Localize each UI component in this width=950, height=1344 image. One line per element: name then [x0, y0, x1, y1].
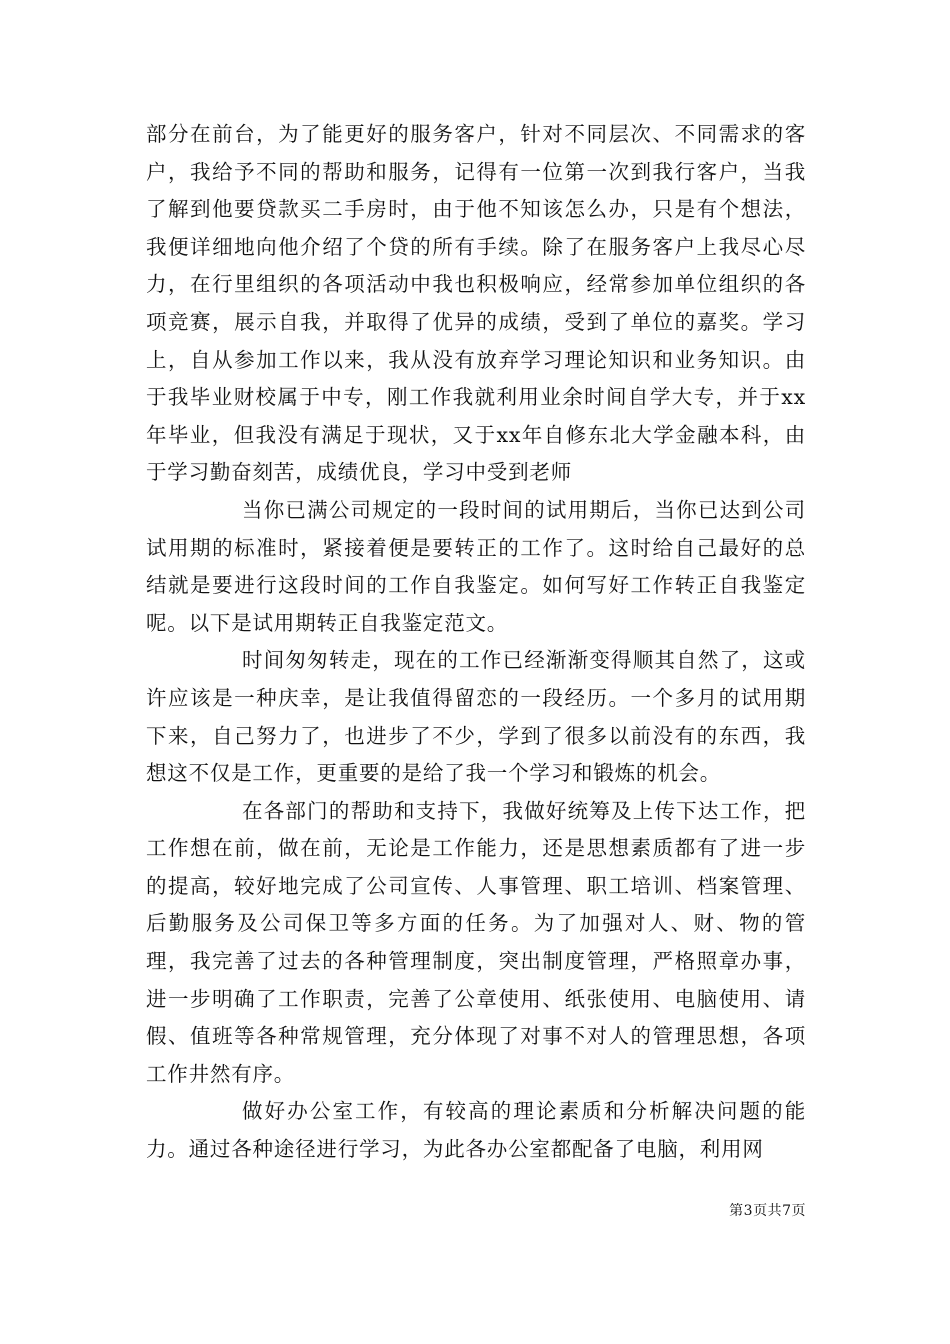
page-number-footer: 第3页共7页 — [729, 1203, 806, 1219]
paragraph-office-work: 做好办公室工作，有较高的理论素质和分析解决问题的能力。通过各种途径进行学习，为此各办公室都配备了电脑，利用网 — [146, 1099, 806, 1162]
paragraph-continuation: 部分在前台，为了能更好的服务客户，针对不同层次、不同需求的客户，我给予不同的帮助和服务，记得有一位第一次到我行客户，当我了解到他要贷款买二手房时，由于他不知该怎么办，只是有个想法，我便详细地向他介绍了个贷的所有手续。除了在服务客户上我尽心尽力，在行里组织的各项活动中我也积极响应，经常参加单位组织的各项竞赛，展示自我，并取得了优异的成绩，受到了单位的嘉奖。学习上，自从参加工作以来，我从没有放弃学习理论知识和业务知识。由于我毕业财校属于中专，刚工作我就利用业余时间自学大专，并于xx年毕业，但我没有满足于现状，又于xx年自修东北大学金融本科，由于学习勤奋刻苦，成绩优良，学习中受到老师 — [146, 122, 806, 485]
document-body — [146, 116, 806, 1169]
paragraph-probation-intro: 当你已满公司规定的一段时间的试用期后，当你已达到公司试用期的标准时，紧接着便是要转正的工作了。这时给自己最好的总结就是要进行这段时间的工作自我鉴定。如何写好工作转正自我鉴定呢。以下是试用期转正自我鉴定范文。 — [146, 497, 806, 635]
paragraph-time-passes: 时间匆匆转走，现在的工作已经渐渐变得顺其自然了，这或许应该是一种庆幸，是让我值得留恋的一段经历。一个多月的试用期下来，自己努力了，也进步了不少，学到了很多以前没有的东西，我想这不仅是工作，更重要的是给了我一个学习和锻炼的机会。 — [146, 648, 806, 786]
paragraph-department-support: 在各部门的帮助和支持下，我做好统筹及上传下达工作，把工作想在前，做在前，无论是工作能力，还是思想素质都有了进一步的提高，较好地完成了公司宣传、人事管理、职工培训、档案管理、后勤服务及公司保卫等多方面的任务。为了加强对人、财、物的管理，我完善了过去的各种管理制度，突出制度管理，严格照章办事，进一步明确了工作职责，完善了公章使用、纸张使用、电脑使用、请假、值班等各种常规管理，充分体现了对事不对人的管理思想，各项工作井然有序。 — [146, 798, 806, 1086]
